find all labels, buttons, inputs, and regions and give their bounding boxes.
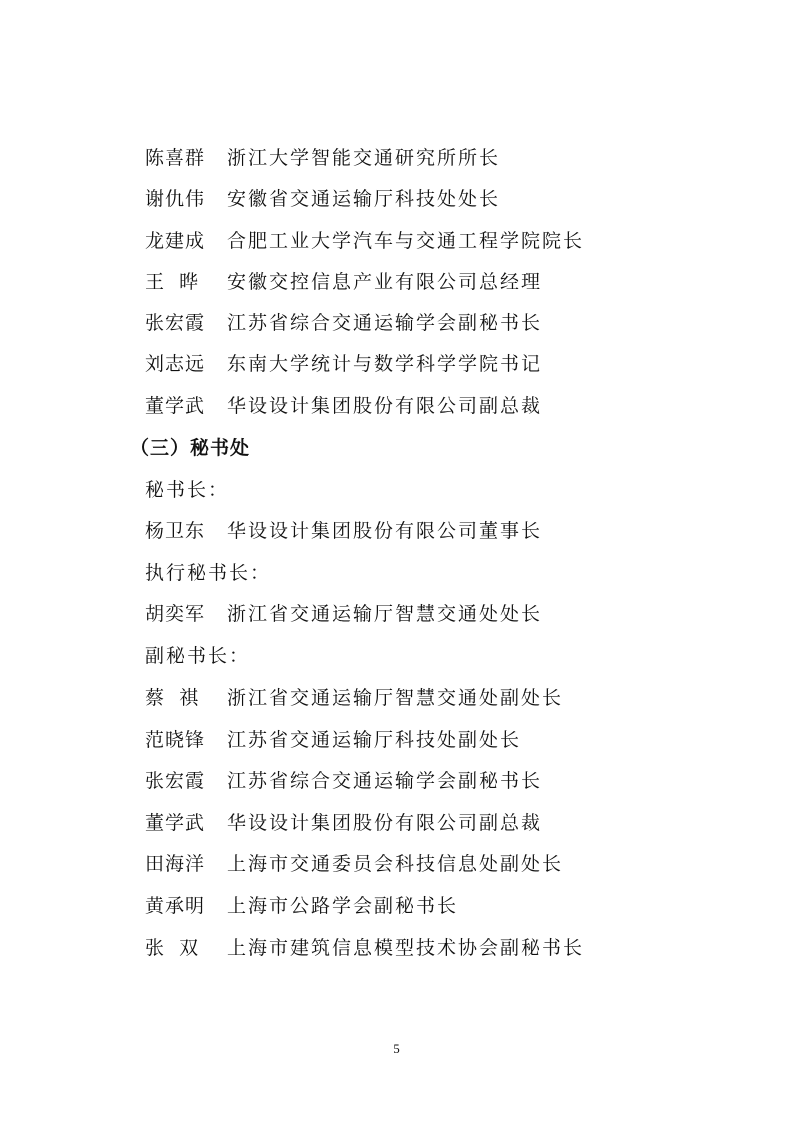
member-name: 黄承明 bbox=[145, 895, 206, 917]
member-row bbox=[145, 187, 500, 211]
member-role: 浙江大学智能交通研究所所长 bbox=[227, 147, 501, 169]
member-role: 江苏省综合交通运输学会副秘书长 bbox=[227, 770, 543, 792]
member-role: 江苏省交通运输厅科技处副处长 bbox=[227, 729, 522, 751]
member-row bbox=[145, 936, 584, 960]
member-role: 江苏省综合交通运输学会副秘书长 bbox=[227, 312, 543, 334]
member-row bbox=[145, 352, 542, 376]
member-role: 浙江省交通运输厅智慧交通处处长 bbox=[227, 603, 543, 625]
member-row bbox=[145, 519, 542, 543]
member-name: 陈喜群 bbox=[145, 147, 206, 169]
member-row bbox=[145, 686, 563, 710]
member-name: 刘志远 bbox=[145, 353, 206, 375]
member-row bbox=[145, 769, 542, 793]
member-role: 合肥工业大学汽车与交通工程学院院长 bbox=[227, 230, 585, 252]
member-row bbox=[145, 894, 458, 918]
member-row bbox=[145, 394, 542, 418]
member-role: 华设设计集团股份有限公司副总裁 bbox=[227, 812, 543, 834]
member-name: 杨卫东 bbox=[145, 520, 206, 542]
section-heading: （三）秘书处 bbox=[130, 437, 251, 459]
member-row bbox=[145, 229, 584, 253]
member-role: 浙江省交通运输厅智慧交通处副处长 bbox=[227, 687, 564, 709]
page-number: 5 bbox=[393, 1041, 400, 1056]
member-name: 董学武 bbox=[145, 812, 206, 834]
member-name: 龙建成 bbox=[145, 230, 206, 252]
member-role: 华设设计集团股份有限公司董事长 bbox=[227, 520, 543, 542]
member-name: 田海洋 bbox=[145, 853, 206, 875]
member-name: 胡奕军 bbox=[145, 603, 206, 625]
member-name: 王 晔 bbox=[145, 271, 200, 293]
member-row bbox=[145, 811, 542, 835]
member-name: 蔡 祺 bbox=[145, 687, 200, 709]
secretary-general-label: 秘书长： bbox=[145, 479, 230, 501]
member-role: 上海市交通委员会科技信息处副处长 bbox=[227, 853, 564, 875]
member-role: 华设设计集团股份有限公司副总裁 bbox=[227, 395, 543, 417]
member-row bbox=[145, 602, 542, 626]
member-role: 安徽交控信息产业有限公司总经理 bbox=[227, 271, 543, 293]
member-row bbox=[145, 728, 521, 752]
member-name: 董学武 bbox=[145, 395, 206, 417]
member-role: 东南大学统计与数学科学学院书记 bbox=[227, 353, 543, 375]
member-row bbox=[145, 311, 542, 335]
member-role: 上海市公路学会副秘书长 bbox=[227, 895, 459, 917]
member-name: 谢仇伟 bbox=[145, 188, 206, 210]
member-name: 张宏霞 bbox=[145, 312, 206, 334]
member-name: 范晓锋 bbox=[145, 729, 206, 751]
executive-label: 执行秘书长： bbox=[145, 562, 272, 584]
member-row bbox=[145, 852, 563, 876]
deputy-label: 副秘书长： bbox=[145, 645, 251, 667]
member-name: 张宏霞 bbox=[145, 770, 206, 792]
member-row bbox=[145, 270, 542, 294]
member-role: 安徽省交通运输厅科技处处长 bbox=[227, 188, 501, 210]
member-name: 张 双 bbox=[145, 937, 200, 959]
member-role: 上海市建筑信息模型技术协会副秘书长 bbox=[227, 937, 585, 959]
member-row bbox=[145, 146, 500, 170]
